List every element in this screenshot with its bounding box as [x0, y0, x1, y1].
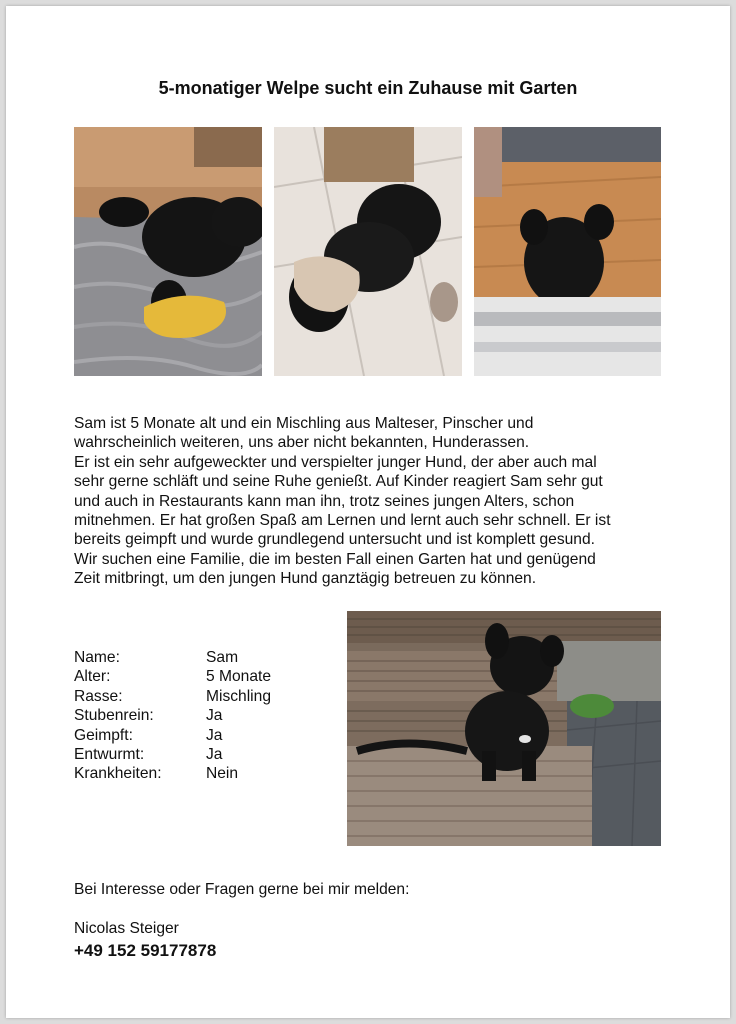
description-line: wahrscheinlich weiteren, uns aber nicht bekannten, Hunderassen.	[74, 434, 530, 452]
fact-value: 5 Monate	[206, 668, 272, 686]
fact-value: Ja	[206, 746, 223, 764]
fact-value: Ja	[206, 707, 223, 725]
puppy-photo-blanket	[74, 127, 262, 376]
fact-label: Geimpft:	[74, 726, 133, 744]
facts-table	[74, 648, 271, 784]
description-line: Er ist ein sehr aufgeweckter und verspielter junger Hund, der aber auch mal	[74, 453, 597, 471]
fact-label: Stubenrein:	[74, 707, 154, 725]
puppy-photo-steps	[347, 611, 661, 846]
fact-row-age	[74, 667, 271, 686]
fact-label: Krankheiten:	[74, 765, 162, 783]
contact-prompt: Bei Interesse oder Fragen gerne bei mir melden:	[74, 881, 410, 898]
fact-value: Mischling	[206, 687, 271, 705]
puppy-photo-tiles	[274, 127, 462, 376]
fact-value: Ja	[206, 726, 223, 744]
fact-row-name	[74, 648, 271, 667]
contact-name: Nicolas Steiger	[74, 920, 179, 937]
fact-label: Alter:	[74, 668, 111, 686]
fact-row-vaccinated	[74, 726, 271, 745]
fact-label: Rasse:	[74, 687, 123, 705]
puppy-photo-floor	[474, 127, 661, 376]
fact-row-housetrained	[74, 706, 271, 725]
contact-phone: +49 152 59177878	[74, 941, 217, 960]
fact-label: Name:	[74, 649, 120, 666]
description-line: Zeit mitbringt, um den jungen Hund ganztägig betreuen zu können.	[74, 570, 537, 588]
fact-row-illnesses	[74, 764, 271, 783]
fact-row-breed	[74, 687, 271, 706]
page-title: 5-monatiger Welpe sucht ein Zuhause mit Garten	[158, 78, 578, 98]
description-line: Sam ist 5 Monate alt und ein Mischling aus Malteser, Pinscher und	[74, 415, 534, 432]
description-line: bereits geimpft und wurde grundlegend untersucht und ist komplett gesund.	[74, 531, 595, 549]
fact-row-dewormed	[74, 745, 271, 764]
description-text	[74, 414, 674, 589]
description-line: Wir suchen eine Familie, die im besten Fall einen Garten hat und genügend	[74, 550, 596, 568]
description-line: sehr gerne schläft und seine Ruhe genießt. Auf Kinder reagiert Sam sehr gut	[74, 473, 603, 491]
fact-label: Entwurmt:	[74, 746, 145, 764]
description-line: und auch in Restaurants kann man ihn, trotz seines jungen Alters, schon	[74, 492, 575, 510]
fact-value: Sam	[206, 649, 239, 666]
description-line: mitnehmen. Er hat großen Spaß am Lernen und lernt auch sehr schnell. Er ist	[74, 512, 611, 530]
fact-value: Nein	[206, 765, 239, 783]
